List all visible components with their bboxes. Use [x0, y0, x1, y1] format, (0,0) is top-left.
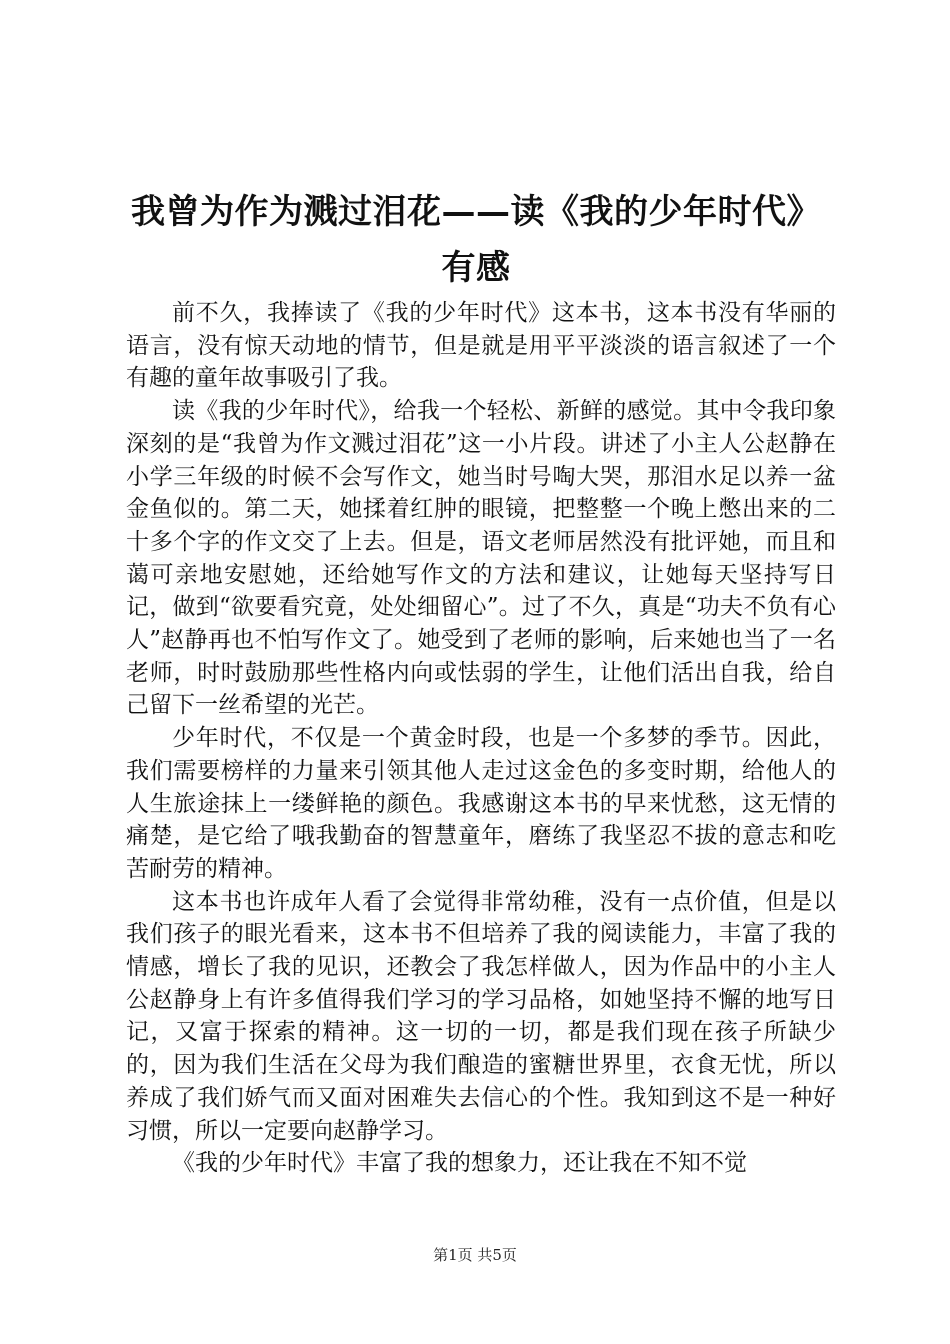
- paragraph-4: 这本书也许成年人看了会觉得非常幼稚，没有一点价值，但是以我们孩子的眼光看来，这本书不但培养了我的阅读能力，丰富了我的情感，增长了我的见识，还教会了我怎样做人，因为作品中的小主人公赵静身上有许多值得我们学习的学习品格，如她坚持不懈的地写日记，又富于探索的精神。这一切的一切，都是我们现在孩子所缺少的，因为我们生活在父母为我们酿造的蜜糖世界里，衣食无忧，所以养成了我们娇气而又面对困难失去信心的个性。我知到这不是一种好习惯，所以一定要向赵静学习。: [126, 888, 836, 1144]
- paragraph-2: 读《我的少年时代》，给我一个轻松、新鲜的感觉。其中令我印象深刻的是“我曾为作文溅过泪花”这一小片段。讲述了小主人公赵静在小学三年级的时候不会写作文，她当时号啕大哭，那泪水足以养一盆金鱼似的。第二天，她揉着红肿的眼镜，把整整一个晚上憋出来的二十多个字的作文交了上去。但是，语文老师居然没有批评她，而且和蔼可亲地安慰她，还给她写作文的方法和建议，让她每天坚持写日记，做到“欲要看究竟，处处细留心”。过了不久，真是“功夫不负有心人”赵静再也不怕写作文了。她受到了老师的影响，后来她也当了一名老师，时时鼓励那些性格内向或怯弱的学生，让他们活出自我，给自己留下一丝希望的光芒。: [126, 398, 836, 719]
- document-title: [120, 184, 832, 296]
- paragraph-5: 《我的少年时代》丰富了我的想象力，还让我在不知不觉: [172, 1150, 747, 1177]
- document-body: [126, 297, 836, 1180]
- page-footer: 第1页 共5页: [433, 1246, 517, 1264]
- title-line-2: 有感: [441, 248, 511, 288]
- title-line-1: 我曾为作为溅过泪花——读《我的少年时代》: [131, 192, 821, 232]
- paragraph-1: 前不久，我捧读了《我的少年时代》这本书，这本书没有华丽的语言，没有惊天动地的情节，但是就是用平平淡淡的语言叙述了一个有趣的童年故事吸引了我。: [126, 300, 836, 392]
- paragraph-3: 少年时代，不仅是一个黄金时段，也是一个多梦的季节。因此，我们需要榜样的力量来引领其他人走过这金色的多变时期，给他人的人生旅途抹上一缕鲜艳的颜色。我感谢这本书的早来忧愁，这无情的痛楚，是它给了哦我勤奋的智慧童年，磨练了我坚忍不拔的意志和吃苦耐劳的精神。: [126, 725, 836, 882]
